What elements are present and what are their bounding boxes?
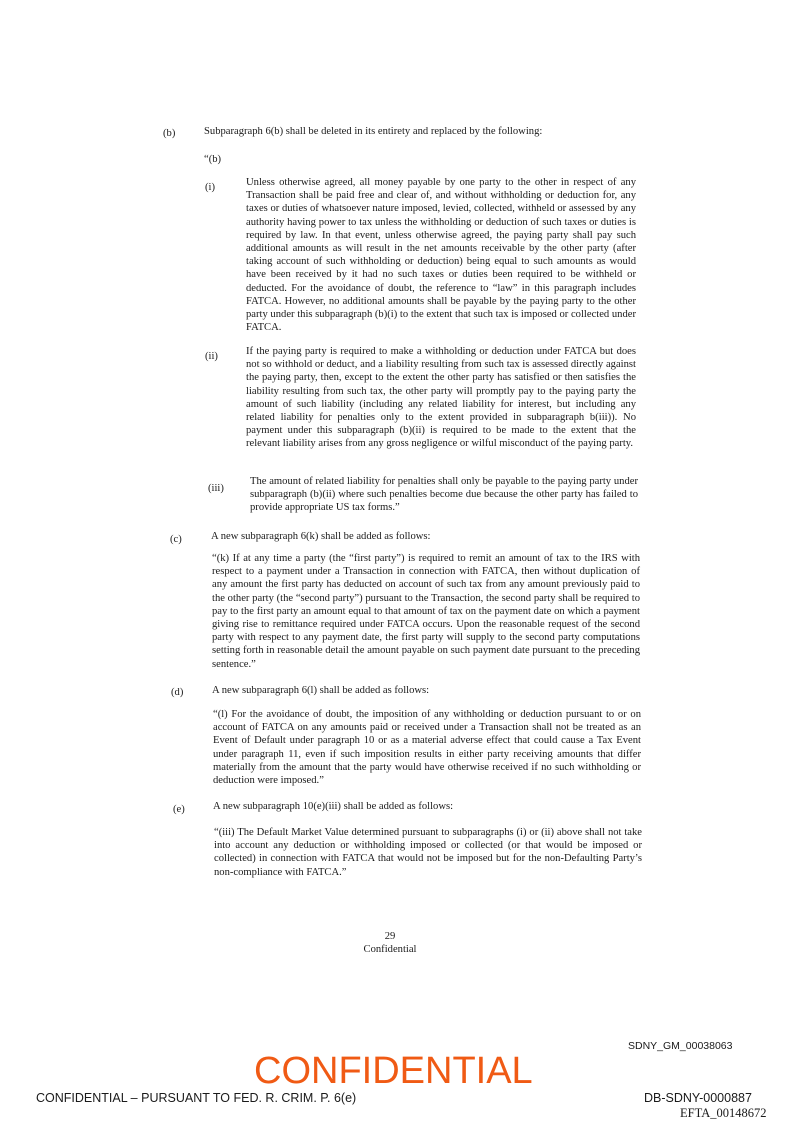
item-ii-label: (ii) (205, 351, 218, 362)
section-c-intro: A new subparagraph 6(k) shall be added as follows: (211, 531, 431, 542)
bates-number-top: SDNY_GM_00038063 (628, 1040, 733, 1052)
section-e-label: (e) (173, 804, 185, 815)
confidential-stamp: CONFIDENTIAL (254, 1050, 533, 1092)
item-ii-text: If the paying party is required to make a withholding or deduction under FATCA but does not so withhold or deduct, and a liability resulting from such tax is assessed directly against the paying party, then, except to the extent the other party has satisfied or then satisfies the liability resulting from such tax, the other party will promptly pay to the paying party the amount of such liability (including any related liability for interest, but including any related liability for penalties only to the extent provided in subparagraph b(iii)). No payment under this subparagraph (b)(ii) is required to be made to the extent that the relevant liability arises from any gross negligence or wilful misconduct of the paying party. (246, 346, 636, 450)
section-d-intro: A new subparagraph 6(l) shall be added as follows: (212, 685, 430, 696)
section-b-intro: Subparagraph 6(b) shall be deleted in its entirety and replaced by the following: (204, 126, 543, 137)
section-d-body: “(l) For the avoidance of doubt, the imposition of any withholding or deduction pursuant to or on account of FATCA on any amounts paid or received under a Transaction shall not be treated as an Event of Default under paragraph 10 or as a material adverse effect that could cause a Tax Event under paragraph 11, even if such imposition results in either party receiving amounts that differ materially from the amount that the party would have otherwise received if no such withholding or deduction were imposed.” (213, 709, 641, 787)
page-number: 29 (384, 931, 396, 942)
section-b-subheading: “(b) (204, 154, 222, 165)
db-bates-number: DB-SDNY-0000887 (644, 1091, 752, 1105)
item-iii-label: (iii) (208, 483, 224, 494)
section-e-body: “(iii) The Default Market Value determined pursuant to subparagraphs (i) or (ii) above shall not take into account any deduction or withholding imposed or collected (or that would be imposed or collected) in connection with FATCA that would not be imposed but for the non-Defaulting Party’s non-compliance with FATCA.” (214, 827, 642, 878)
confidential-footer: Confidential (363, 944, 417, 955)
efta-number: EFTA_00148672 (680, 1106, 767, 1120)
section-d-label: (d) (171, 687, 184, 698)
pursuant-notice: CONFIDENTIAL – PURSUANT TO FED. R. CRIM. P. 6(e) (36, 1091, 357, 1105)
section-e-intro: A new subparagraph 10(e)(iii) shall be added as follows: (213, 801, 454, 812)
item-i-text: Unless otherwise agreed, all money payable by one party to the other in respect of any Transaction shall be paid free and clear of, and without withholding or deduction for, any taxes or duties of whatsoever nature imposed, levied, collected, withheld or assessed by any authority having power to tax unless the withholding or deduction of such taxes or duties is required by law. In that event, unless otherwise agreed, the paying party shall pay such additional amounts as will result in the net amounts receivable by the other party (after taking account of such withholding or deduction) being equal to such amounts as would have been received by it had no such taxes or duties been required to be withheld or deducted. For the avoidance of doubt, the reference to “law” in this paragraph includes FATCA. However, no additional amounts shall be payable by the paying party to the other party under this subparagraph (b)(i) to the extent that such tax is imposed or collected under FATCA. (246, 177, 636, 334)
item-iii-text: The amount of related liability for penalties shall only be payable to the paying party under subparagraph (b)(ii) where such penalties become due because the other party has failed to provide appropriate US tax forms.” (250, 476, 638, 514)
section-c-body: “(k) If at any time a party (the “first party”) is required to remit an amount of tax to the IRS with respect to a payment under a Transaction in connection with FATCA, then without duplication of any amount the first party has deducted on account of such tax from any amount previously paid to the other party (the “second party”) pursuant to the Transaction, the second party shall be required to pay to the first party an amount equal to that amount of tax on the payment date on which a payment giving rise to remittance required under FATCA occurs. Upon the reasonable request of the second party with respect to any payment date, the first party will supply to the second party computations setting forth in reasonable detail the amount payable on such payment date pursuant to the preceding sentence.” (212, 553, 640, 670)
section-c-label: (c) (170, 534, 182, 545)
item-i-label: (i) (205, 182, 215, 193)
section-b-label: (b) (163, 128, 176, 139)
